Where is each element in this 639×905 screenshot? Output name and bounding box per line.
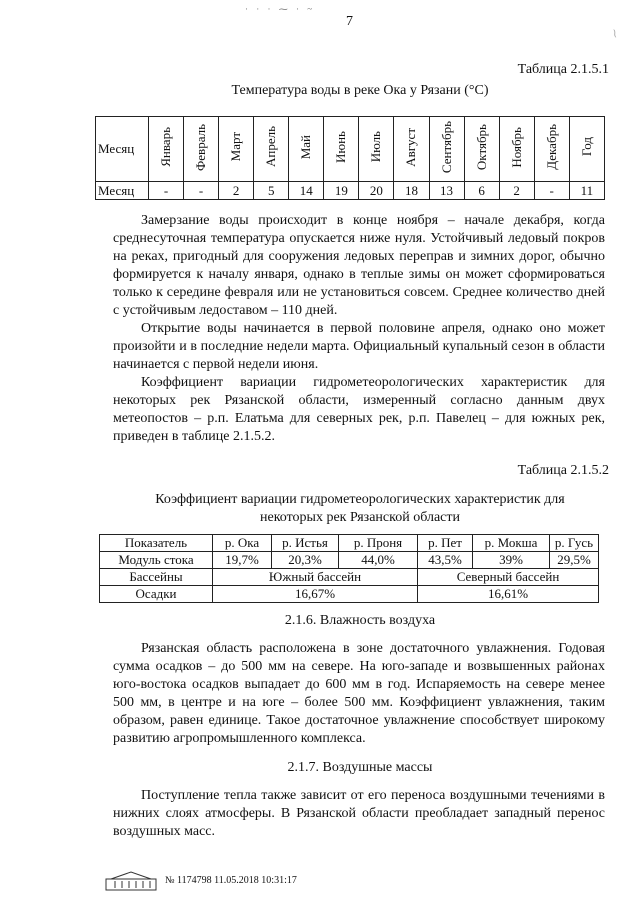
runoff-cell: 43,5% <box>418 552 473 569</box>
month-label: Май <box>298 134 314 160</box>
header-cell: р. Проня <box>339 535 418 552</box>
month-header-cell <box>499 117 534 182</box>
table-header-row <box>100 535 599 552</box>
header-cell: р. Ока <box>213 535 272 552</box>
header-label-cell: Месяц <box>96 117 149 182</box>
paragraph: Коэффициент вариации гидрометеорологических характеристик для некоторых рек Рязанской области, измеренный согласно данным двух метеопостов – р.п. Елатьма для северных рек, р.п. Павелец – для южных рек, приведен в таблице 2.1.5.2. <box>113 375 605 444</box>
runoff-cell: 19,7% <box>213 552 272 569</box>
month-header-cell <box>219 117 254 182</box>
month-header-cell <box>324 117 359 182</box>
month-label: Январь <box>158 127 174 167</box>
paragraphs-ice <box>113 212 605 446</box>
table1-title: Температура воды в реке Ока у Рязани (°С) <box>231 83 489 98</box>
header-cell: р. Мокша <box>473 535 550 552</box>
temperature-cell: - <box>184 182 219 200</box>
humidity-section <box>113 640 605 748</box>
month-header-cell <box>254 117 289 182</box>
header-cell: р. Истья <box>272 535 339 552</box>
temperature-cell: 13 <box>429 182 464 200</box>
document-footer <box>105 869 297 891</box>
temperature-cell: - <box>534 182 569 200</box>
row-label-cell: Осадки <box>100 586 213 603</box>
month-label: Сентябрь <box>438 120 454 174</box>
temperature-cell: 18 <box>394 182 429 200</box>
south-precip-cell: 16,67% <box>213 586 418 603</box>
runoff-cell: 20,3% <box>272 552 339 569</box>
table-row <box>96 182 605 200</box>
air-masses-heading: 2.1.7. Воздушные массы <box>287 760 433 775</box>
table-row <box>100 586 599 603</box>
paragraph: Замерзание воды происходит в конце ноября – начале декабря, когда среднесуточная температура опускается ниже нуля. Устойчивый ледовый покров на реках, пригодный для сооружения ледовых переправ и зимних дорог, обычно формируется к началу января, однако в теплые зимы он может сформироваться только к середине февраля или не установиться совсем. Среднее количество дней с устойчивым ледоставом – 110 дней. <box>113 213 605 318</box>
temperature-cell: - <box>149 182 184 200</box>
corner-mark: ⁓ <box>609 28 621 39</box>
temperature-cell: 19 <box>324 182 359 200</box>
month-header-cell <box>394 117 429 182</box>
month-label: Июнь <box>333 131 349 163</box>
month-header-cell <box>569 117 604 182</box>
month-header-cell <box>184 117 219 182</box>
runoff-cell: 39% <box>473 552 550 569</box>
month-label: Июль <box>368 131 384 163</box>
month-label: Год <box>578 137 594 157</box>
temperature-cell: 2 <box>499 182 534 200</box>
month-header-cell <box>289 117 324 182</box>
table2-title-line1: Коэффициент вариации гидрометеорологических характеристик для <box>155 492 565 507</box>
table2-title-line2: некоторых рек Рязанской области <box>260 510 460 525</box>
month-header-cell <box>359 117 394 182</box>
month-label: Декабрь <box>543 124 559 170</box>
government-seal-icon <box>105 869 157 891</box>
table2-title <box>90 491 630 527</box>
temperature-cell: 20 <box>359 182 394 200</box>
table1-caption: Таблица 2.1.5.1 <box>517 62 609 77</box>
table2-caption: Таблица 2.1.5.2 <box>517 463 609 478</box>
runoff-cell: 44,0% <box>339 552 418 569</box>
temperature-cell: 11 <box>569 182 604 200</box>
water-temperature-table <box>95 116 605 200</box>
month-label: Октябрь <box>473 123 489 171</box>
header-cell: Показатель <box>100 535 213 552</box>
north-precip-cell: 16,61% <box>418 586 599 603</box>
month-header-cell <box>149 117 184 182</box>
north-basin-cell: Северный бассейн <box>418 569 599 586</box>
margin-scribble: · · · ⁓ · ~ <box>245 4 316 14</box>
humidity-heading: 2.1.6. Влажность воздуха <box>284 613 436 628</box>
header-cell: р. Гусь <box>550 535 599 552</box>
temperature-cell: 6 <box>464 182 499 200</box>
variation-coefficient-table <box>99 534 599 603</box>
month-label: Февраль <box>193 123 209 171</box>
row-label-cell: Бассейны <box>100 569 213 586</box>
month-label: Март <box>228 132 244 162</box>
temperature-cell: 2 <box>219 182 254 200</box>
month-header-cell <box>429 117 464 182</box>
air-masses-section <box>113 787 605 841</box>
month-label: Август <box>403 127 419 167</box>
paragraph: Рязанская область расположена в зоне достаточного увлажнения. Годовая сумма осадков – до 500 мм на севере. На юго-западе и возвышенных районах юго-востока осадков выпадает до 600 мм в год. Испаряемость на севере менее 500 мм, в центре и на юге – более 500 мм. Коэффициент увлажнения, таким образом, равен единице. Такое достаточное увлажнение способствует широкому развитию агропромышленного комплекса. <box>113 641 605 746</box>
temperature-cell: 5 <box>254 182 289 200</box>
temperature-cell: 14 <box>289 182 324 200</box>
document-id: № 1174798 11.05.2018 10:31:17 <box>165 874 297 886</box>
month-header-cell <box>464 117 499 182</box>
month-label: Ноябрь <box>508 126 524 168</box>
south-basin-cell: Южный бассейн <box>213 569 418 586</box>
row-label-cell: Месяц <box>96 182 149 200</box>
row-label-cell: Модуль стока <box>100 552 213 569</box>
runoff-cell: 29,5% <box>550 552 599 569</box>
page-number: 7 <box>346 14 353 29</box>
header-cell: р. Пет <box>418 535 473 552</box>
month-label: Апрель <box>263 126 279 168</box>
table-header-row <box>96 117 605 182</box>
month-header-cell <box>534 117 569 182</box>
table-row <box>100 569 599 586</box>
paragraph: Открытие воды начинается в первой половине апреля, однако оно может произойти и в последние недели марта. Официальный купальный сезон в области начинается с первой недели июня. <box>113 321 605 372</box>
table-row <box>100 552 599 569</box>
paragraph: Поступление тепла также зависит от его переноса воздушными течениями в нижних слоях атмосферы. В Рязанской области преобладает западный перенос воздушных масс. <box>113 788 605 839</box>
